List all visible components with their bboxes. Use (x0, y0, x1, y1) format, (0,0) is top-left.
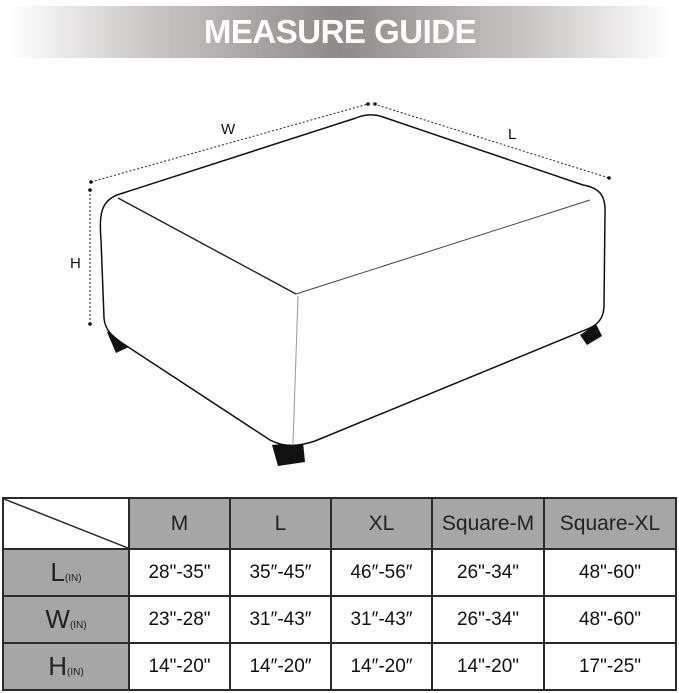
column-header-xl: XL (331, 498, 432, 549)
column-header-square-xl: Square-XL (544, 498, 676, 549)
table-cell: 14"-20" (432, 643, 544, 690)
table-cell: 28"-35" (129, 549, 230, 596)
table-cell: 46″-56″ (331, 549, 432, 596)
table-cell: 14"-20" (129, 643, 230, 690)
table-corner-cell (3, 498, 129, 549)
table-cell: 26"-34" (432, 549, 544, 596)
table-row (3, 549, 676, 596)
table-cell: 17"-25" (544, 643, 676, 690)
table-cell: 14″-20″ (230, 643, 331, 690)
length-label: L (508, 126, 517, 143)
column-header-square-m: Square-M (432, 498, 544, 549)
width-label: W (221, 121, 236, 138)
table-row (3, 643, 676, 690)
table-cell: 48"-60" (544, 549, 676, 596)
table-cell: 14″-20″ (331, 643, 432, 690)
table-cell: 31″-43″ (230, 596, 331, 643)
ottoman-illustration (0, 60, 679, 490)
table-cell: 48"-60" (544, 596, 676, 643)
table-row (3, 596, 676, 643)
table-cell: 31″-43″ (331, 596, 432, 643)
row-header-width: W(IN) (3, 596, 129, 643)
header-banner (8, 6, 672, 58)
column-header-m: M (129, 498, 230, 549)
table-cell: 26"-34" (432, 596, 544, 643)
row-header-height: H(IN) (3, 643, 129, 690)
table-cell: 35″-45″ (230, 549, 331, 596)
height-label: H (70, 255, 81, 272)
page-title: MEASURE GUIDE (203, 13, 477, 50)
row-header-length: L(IN) (3, 549, 129, 596)
table-cell: 23"-28" (129, 596, 230, 643)
table-header-row (3, 498, 676, 549)
column-header-l: L (230, 498, 331, 549)
ottoman-body (100, 115, 605, 446)
size-table (2, 497, 677, 691)
